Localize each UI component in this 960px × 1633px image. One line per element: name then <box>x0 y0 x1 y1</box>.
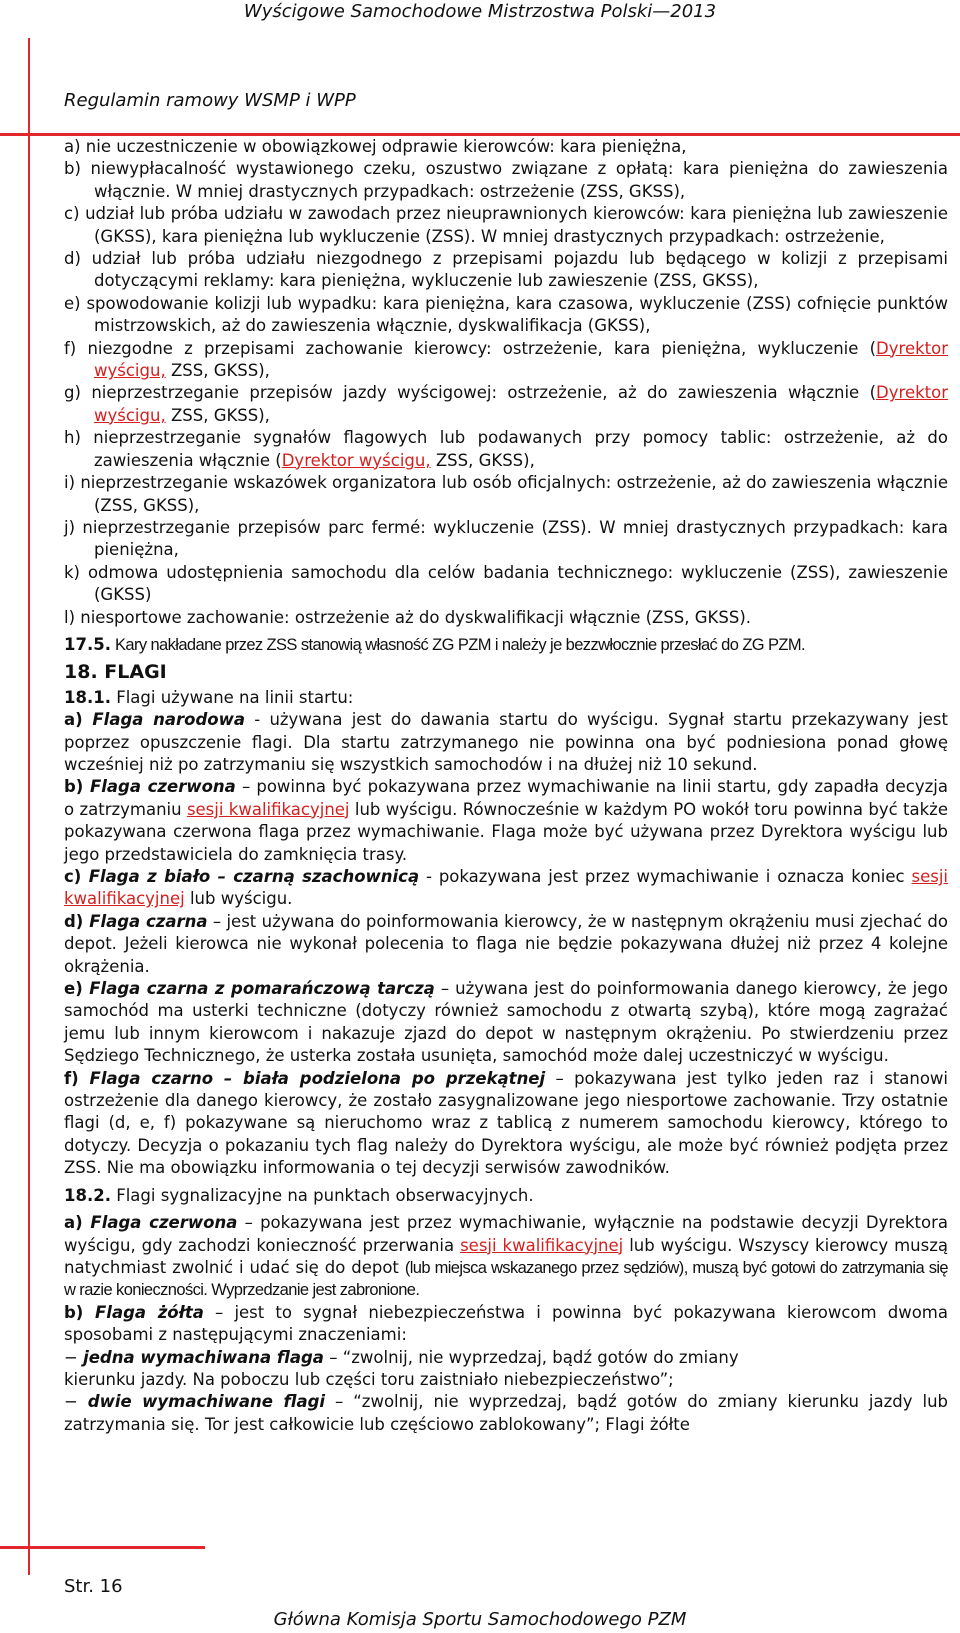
flag-18-1-b: b) Flaga czerwona – powinna być pokazywana przez wymachiwanie na linii startu, gdy zapadła decyzja o zatrzymaniu sesji kwalifikacyjnej lub wyścigu. Równocześnie w każdym PO wokół toru powinna być także pokazywana czerwona flaga przez wymachiwanie. Flaga może być używana przez Dyrektora wyścigu lub jego przedstawiciela do zamknięcia trasy. <box>64 777 948 864</box>
penalty-item-j: j) nieprzestrzeganie przepisów parc fermé: wykluczenie (ZSS). W mniej drastycznych przypadkach: kara pieniężna, <box>64 517 948 560</box>
footer-red-rule <box>0 1546 205 1549</box>
section-18-heading: 18. FLAGI <box>64 661 167 684</box>
penalty-item-d: d) udział lub próba udziału niezgodnego z przepisami pojazdu lub będącego w kolizji z przepisami dotyczącymi reklamy: kara pieniężna, wykluczenie lub zawieszenie (ZSS, GKSS), <box>64 249 948 291</box>
link-sesji-kwalifikacyjnej[interactable]: sesji kwalifikacyjnej <box>64 867 948 909</box>
flag-18-1-d: d) Flaga czarna – jest używana do poinformowania kierowcy, że w następnym okrążeniu musi zjechać do depot. Jeżeli kierowca nie wykonał polecenia to flaga nie będzie pokazywana dłużej niż przez 4 kolejne okrążenia. <box>64 911 948 976</box>
flag-18-1-f: f) Flaga czarno – biała podzielona po przekątnej – pokazywana jest tylko jeden raz i stanowi ostrzeżenie dla danego kierowcy, że zostało zasygnalizowane jego niesportowe zachowanie. Trzy ostatnie flagi (d, e, f) pokazywane są nieruchomo wraz z tablicą z numerem samochodu kierowcy, którego to dotyczy. Decyzja o pokazaniu tych flag należy do Dyrektora wyścigu, ale może być również podjęta przez ZSS. Nie ma obowiązku informowania o tej decyzji serwisów zawodników. <box>64 1068 948 1178</box>
flag-18-2-a: a) Flaga czerwona – pokazywana jest przez wymachiwanie, wyłącznie na podstawie decyzji Dyrektora wyścigu, gdy zachodzi konieczność przerwania sesji kwalifikacyjnej lub wyścigu. Wszyscy kierowcy muszą natychmiast zwolnić i udać się do depot (lub miejsca wskazanego przez sędziów), muszą być gotowi do zatrzymania się w razie konieczności. Wyprzedzanie jest zabronione. <box>64 1213 949 1300</box>
flag-18-1-a: a) Flaga narodowa - używana jest do dawania startu do wyścigu. Sygnał startu przekazywany jest poprzez opuszczenie flagi. Dla startu zatrzymanego nie powinna ona być podniesiona ponad głowę wcześniej niż po zatrzymaniu się wszystkich samochodów i na dłużej niż 10 sekund. <box>64 710 948 774</box>
header-subtitle: Regulamin ramowy WSMP i WPP <box>64 90 356 111</box>
link-sesji-kwalifikacyjnej[interactable]: sesji kwalifikacyjnej <box>460 1235 624 1255</box>
penalty-list <box>64 136 948 629</box>
penalty-item-a: a) nie uczestniczenie w obowiązkowej odprawie kierowców: kara pieniężna, <box>64 137 687 156</box>
penalty-item-f: f) niezgodne z przepisami zachowanie kierowcy: ostrzeżenie, kara pieniężna, wykluczenie (Dyrektor wyścigu, ZSS, GKSS), <box>64 338 948 381</box>
penalty-item-e: e) spowodowanie kolizji lub wypadku: kara pieniężna, kara czasowa, wykluczenie (ZSS) cofnięcie punktów mistrzowskich, aż do zawieszenia włącznie, dyskwalifikacja (GKSS), <box>64 293 948 336</box>
section-17-5: 17.5. Kary nakładane przez ZSS stanowią własność ZG PZM i należy je bezzwłocznie przesłać do ZG PZM. <box>64 634 806 654</box>
header-title: Wyścigowe Samochodowe Mistrzostwa Polski—2013 <box>243 1 717 22</box>
penalty-item-c: c) udział lub próba udziału w zawodach przez nieuprawnionych kierowców: kara pieniężna lub zawieszenie (GKSS), kara pieniężna lub wykluczenie (ZSS). W mniej drastycznych przypadkach: ostrzeżenie, <box>64 204 948 246</box>
yellow-one-flag: − jedna wymachiwana flaga – “zwolnij, nie wyprzedzaj, bądź gotów do zmiany kierunku jazdy. Na poboczu lub części toru zaistniało niebezpieczeństwo”; <box>64 1347 739 1389</box>
flag-18-1-e: e) Flaga czarna z pomarańczową tarczą – używana jest do poinformowania danego kierowcy, że jego samochód ma usterki techniczne (dotyczy również samochodu z otwartą szybą), które mogą zagrażać jemu lub innym kierowcom i nakazuje zjazd do depot w następnym okrążeniu. Po stwierdzeniu przez Sędziego Technicznego, że usterka została usunięta, samochód może dalej uczestniczyć w wyścigu. <box>64 979 948 1066</box>
footer-organization: Główna Komisja Sportu Samochodowego PZM <box>273 1609 687 1630</box>
flag-18-1-c: c) Flaga z biało – czarną szachownicą - pokazywana jest przez wymachiwanie i oznacza koniec sesji kwalifikacyjnej lub wyścigu. <box>64 867 948 909</box>
link-sesji-kwalifikacyjnej[interactable]: sesji kwalifikacyjnej <box>186 799 350 819</box>
link-dyrektor-wyscigu[interactable]: Dyrektor wyścigu, <box>281 450 431 470</box>
section-18-2: 18.2. Flagi sygnalizacyjne na punktach obserwacyjnych. <box>64 1185 534 1205</box>
link-dyrektor-wyscigu[interactable]: Dyrektor wyścigu, <box>94 383 948 425</box>
section-18-1: 18.1. Flagi używane na linii startu: <box>64 687 354 707</box>
link-dyrektor-wyscigu[interactable]: Dyrektor wyścigu, <box>94 338 948 381</box>
page-number: Str. 16 <box>64 1576 123 1597</box>
yellow-two-flags: − dwie wymachiwane flagi – “zwolnij, nie wyprzedzaj, bądź gotów do zmiany kierunku jazdy lub zatrzymania się. Tor jest całkowicie lub częściowo zablokowany”; Flagi żółte <box>64 1392 948 1434</box>
left-red-rule <box>28 38 30 1575</box>
penalty-item-i: i) nieprzestrzeganie wskazówek organizatora lub osób oficjalnych: ostrzeżenie, aż do zawieszenia włącznie (ZSS, GKSS), <box>64 473 948 515</box>
penalty-item-g: g) nieprzestrzeganie przepisów jazdy wyścigowej: ostrzeżenie, aż do zawieszenia włącznie (Dyrektor wyścigu, ZSS, GKSS), <box>64 383 948 425</box>
penalty-item-k: k) odmowa udostępnienia samochodu dla celów badania technicznego: wykluczenie (ZSS), zawieszenie (GKSS) <box>64 562 948 605</box>
document-body <box>64 136 948 1436</box>
penalty-item-h: h) nieprzestrzeganie sygnałów flagowych lub podawanych przy pomocy tablic: ostrzeżenie, aż do zawieszenia włącznie (Dyrektor wyścigu, ZSS, GKSS), <box>64 428 948 470</box>
penalty-item-b: b) niewypłacalność wystawionego czeku, oszustwo związane z opłatą: kara pieniężna do zawieszenia włącznie. W mniej drastycznych przypadkach: ostrzeżenie (ZSS, GKSS), <box>64 159 948 201</box>
penalty-item-l: l) niesportowe zachowanie: ostrzeżenie aż do dyskwalifikacji włącznie (ZSS, GKSS). <box>64 607 751 627</box>
flag-18-2-b: b) Flaga żółta – jest to sygnał niebezpieczeństwa i powinna być pokazywana kierowcom dwoma sposobami z następującymi znaczeniami: <box>64 1302 948 1345</box>
